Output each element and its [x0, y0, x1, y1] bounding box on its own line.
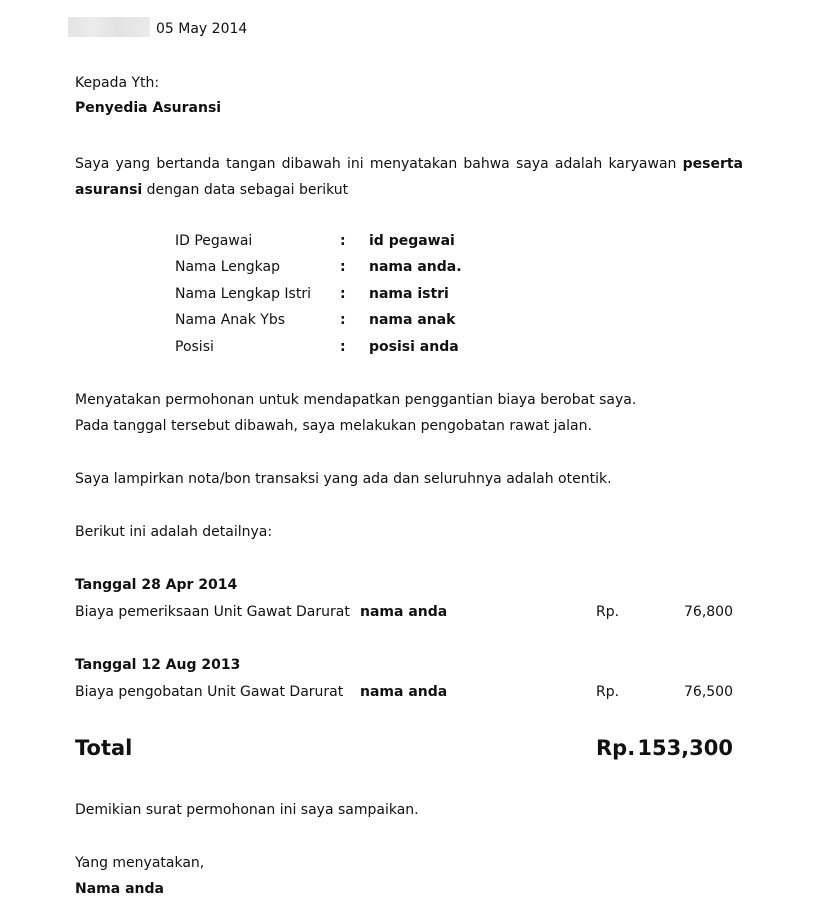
entry-description: Biaya pengobatan Unit Gawat Darurat	[75, 684, 344, 700]
field-value-id: id pegawai	[369, 233, 455, 249]
entry-date: Tanggal 12 Aug 2013	[75, 657, 241, 673]
field-sep-position: :	[340, 339, 346, 355]
entry-amount: 76,800	[684, 604, 733, 620]
field-label-id: ID Pegawai	[175, 233, 253, 249]
intro-bold-text: peserta asuransi	[75, 156, 743, 198]
paragraph-treatment: Pada tanggal tersebut dibawah, saya melakukan pengobatan rawat jalan.	[75, 418, 592, 434]
field-label-wife: Nama Lengkap Istri	[175, 286, 311, 302]
field-sep-name: :	[340, 259, 346, 275]
field-label-name: Nama Lengkap	[175, 259, 280, 275]
entry-amount: 76,500	[684, 684, 733, 700]
entry-currency: Rp.	[596, 684, 620, 700]
total-label: Total	[75, 736, 133, 760]
field-label-position: Posisi	[175, 339, 214, 355]
field-sep-id: :	[340, 233, 346, 249]
intro-text-before: Saya yang bertanda tangan dibawah ini menyatakan bahwa saya adalah karyawan	[75, 156, 683, 172]
recipient-salutation: Kepada Yth:	[75, 75, 160, 91]
field-label-child: Nama Anak Ybs	[175, 312, 286, 328]
intro-text-after: dengan data sebagai berikut	[142, 182, 349, 198]
intro-paragraph	[75, 151, 743, 203]
entry-name: nama anda	[360, 684, 448, 700]
entry-description: Biaya pemeriksaan Unit Gawat Darurat	[75, 604, 350, 620]
field-value-name: nama anda.	[369, 259, 462, 275]
recipient-name: Penyedia Asuransi	[75, 100, 222, 116]
letter-date: 05 May 2014	[156, 21, 248, 37]
paragraph-details-intro: Berikut ini adalah detailnya:	[75, 524, 273, 540]
entry-date: Tanggal 28 Apr 2014	[75, 577, 238, 593]
closing-text: Demikian surat permohonan ini saya sampaikan.	[75, 802, 419, 818]
field-sep-wife: :	[340, 286, 346, 302]
paragraph-attachment: Saya lampirkan nota/bon transaksi yang ada dan seluruhnya adalah otentik.	[75, 471, 612, 487]
field-value-wife: nama istri	[369, 286, 449, 302]
field-value-child: nama anak	[369, 312, 456, 328]
signoff-text: Yang menyatakan,	[75, 855, 205, 871]
entry-name: nama anda	[360, 604, 448, 620]
entry-currency: Rp.	[596, 604, 620, 620]
field-value-position: posisi anda	[369, 339, 459, 355]
redacted-location	[68, 17, 150, 37]
field-sep-child: :	[340, 312, 346, 328]
signer-name: Nama anda	[75, 881, 164, 897]
total-amount: 153,300	[637, 736, 733, 760]
paragraph-request: Menyatakan permohonan untuk mendapatkan penggantian biaya berobat saya.	[75, 392, 637, 408]
total-currency: Rp.	[596, 736, 636, 760]
